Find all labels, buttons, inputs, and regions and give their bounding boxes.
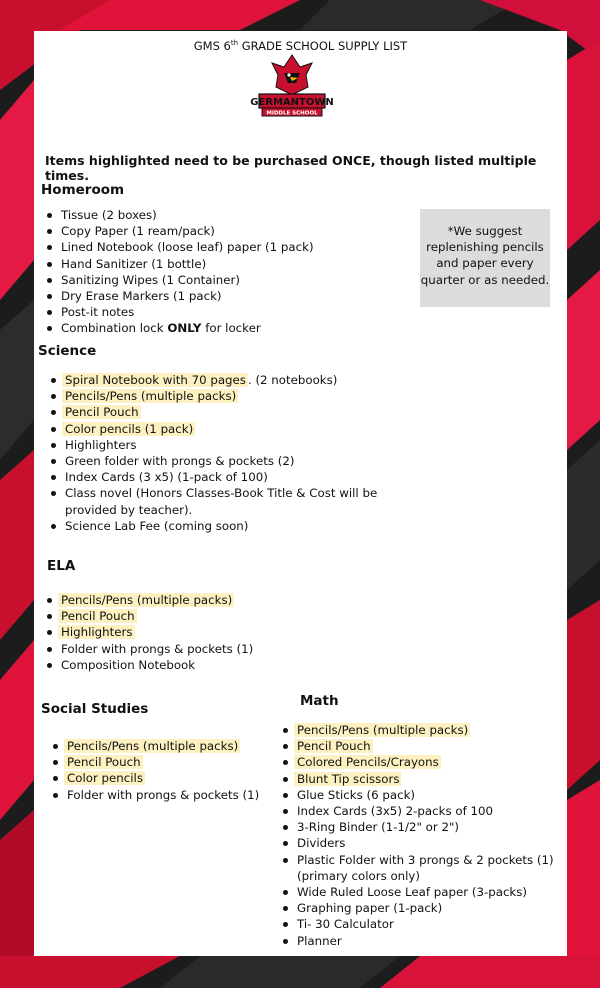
ela-list (45, 592, 253, 673)
list-item: Pencil Pouch (45, 608, 253, 624)
list-item: Pencils/Pens (multiple packs) (281, 722, 554, 738)
list-item: Highlighters (45, 624, 253, 640)
homeroom-list (45, 207, 314, 337)
list-item: Dry Erase Markers (1 pack) (45, 288, 314, 304)
list-item: Science Lab Fee (coming soon) (49, 518, 377, 534)
social-studies-heading: Social Studies (41, 701, 149, 717)
list-item: Folder with prongs & pockets (1) (45, 641, 253, 657)
list-item: Pencils/Pens (multiple packs) (45, 592, 253, 608)
science-list (49, 372, 377, 534)
social-studies-list (51, 738, 259, 803)
list-item: Index Cards (3x5) 2-packs of 100 (281, 803, 554, 819)
list-item: Pencil Pouch (51, 754, 259, 770)
list-item: Green folder with prongs & pockets (2) (49, 453, 377, 469)
list-item: Plastic Folder with 3 prongs & 2 pockets (1) (primary colors only) (281, 852, 554, 884)
page-title: GMS 6th GRADE SCHOOL SUPPLY LIST (193, 39, 408, 53)
list-item: Post-it notes (45, 304, 314, 320)
list-item: Dividers (281, 835, 554, 851)
list-item: Composition Notebook (45, 657, 253, 673)
list-item: Class novel (Honors Classes-Book Title & Cost will be provided by teacher). (49, 485, 377, 517)
list-item: Pencils/Pens (multiple packs) (51, 738, 259, 754)
ela-heading: ELA (47, 558, 76, 574)
suggestion-note: *We suggest replenishing pencils and paper every quarter or as needed. (420, 209, 550, 307)
list-item: Pencils/Pens (multiple packs) (49, 388, 377, 404)
math-list (281, 722, 554, 949)
list-item: Pencil Pouch (281, 738, 554, 754)
list-item: Blunt Tip scissors (281, 771, 554, 787)
list-item: Combination lock ONLY for locker (45, 320, 314, 336)
list-item: Tissue (2 boxes) (45, 207, 314, 223)
list-item: Colored Pencils/Crayons (281, 754, 554, 770)
list-item: Spiral Notebook with 70 pages . (2 notebooks) (49, 372, 377, 388)
supply-list-document (34, 31, 567, 956)
list-item: 3-Ring Binder (1-1/2" or 2") (281, 819, 554, 835)
svg-text:MIDDLE SCHOOL: MIDDLE SCHOOL (266, 110, 318, 117)
list-item: Index Cards (3 x5) (1-pack of 100) (49, 469, 377, 485)
svg-text:GERMANTOWN: GERMANTOWN (250, 97, 334, 108)
list-item: Copy Paper (1 ream/pack) (45, 223, 314, 239)
list-item: Ti- 30 Calculator (281, 916, 554, 932)
list-item: Graphing paper (1-pack) (281, 900, 554, 916)
list-item: Wide Ruled Loose Leaf paper (3-packs) (281, 884, 554, 900)
school-logo (250, 51, 334, 121)
list-item: Highlighters (49, 437, 377, 453)
math-heading: Math (300, 693, 339, 709)
list-item: Pencil Pouch (49, 404, 377, 420)
list-item: Planner (281, 933, 554, 949)
purchase-once-notice: Items highlighted need to be purchased ONCE, though listed multiple times. (45, 153, 537, 183)
list-item: Glue Sticks (6 pack) (281, 787, 554, 803)
list-item: Folder with prongs & pockets (1) (51, 787, 259, 803)
list-item: Hand Sanitizer (1 bottle) (45, 256, 314, 272)
list-item: Color pencils (1 pack) (49, 421, 377, 437)
list-item: Color pencils (51, 770, 259, 786)
list-item: Lined Notebook (loose leaf) paper (1 pack) (45, 239, 314, 255)
science-heading: Science (38, 343, 97, 359)
list-item: Sanitizing Wipes (1 Container) (45, 272, 314, 288)
homeroom-heading: Homeroom (41, 182, 125, 198)
